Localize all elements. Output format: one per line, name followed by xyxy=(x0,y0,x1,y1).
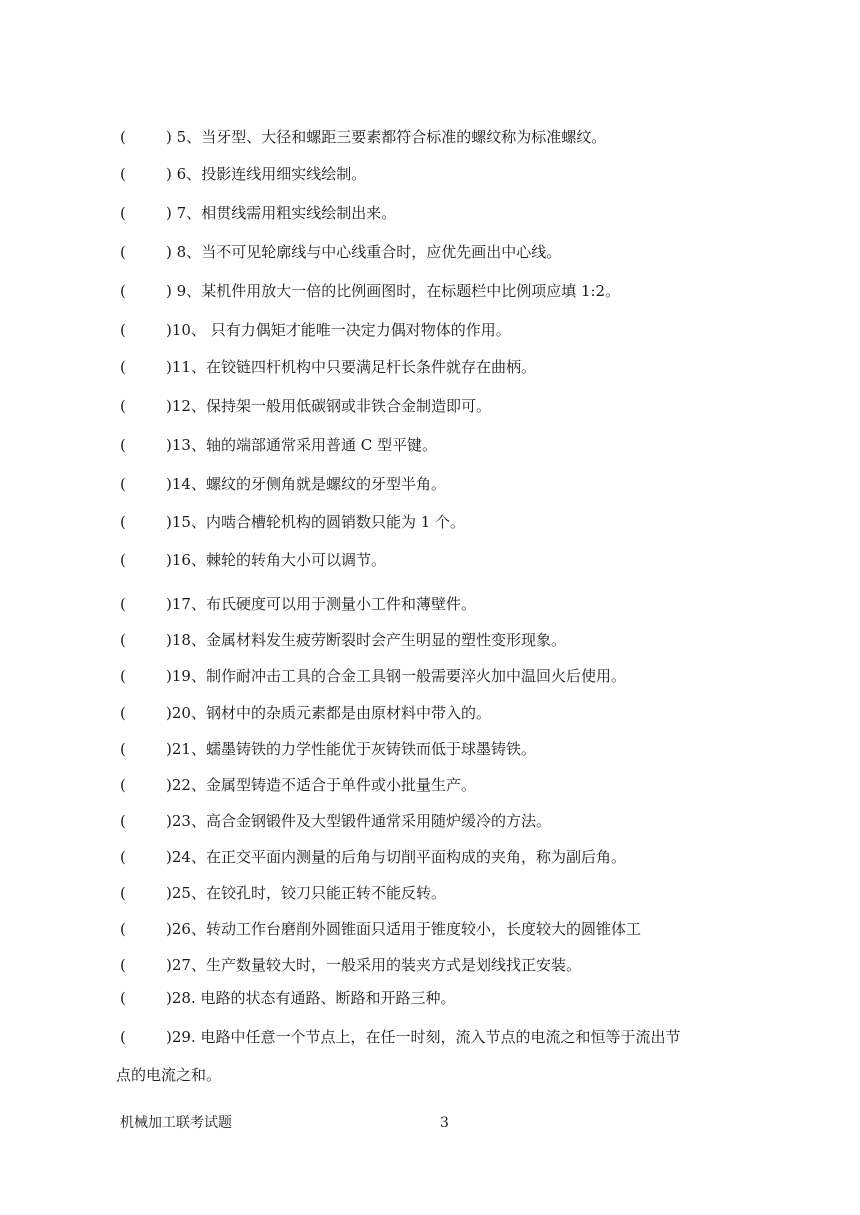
question-6 xyxy=(120,164,780,184)
question-text: 在正交平面内测量的后角与切削平面构成的夹角，称为副后角。 xyxy=(205,848,626,866)
answer-paren-close: ) xyxy=(166,513,172,531)
question-number: 24、 xyxy=(171,848,206,866)
answer-paren-close: ) xyxy=(166,321,172,339)
answer-paren-open: ( xyxy=(120,397,126,415)
question-number: 10、 xyxy=(171,321,206,339)
question-text: 在铰链四杆机构中只要满足杆长条件就存在曲柄。 xyxy=(205,358,536,376)
question-7 xyxy=(120,203,780,223)
answer-paren-open: ( xyxy=(120,436,126,454)
question-text: 螺纹的牙侧角就是螺纹的牙型半角。 xyxy=(205,475,446,493)
answer-paren-close: ) xyxy=(166,436,172,454)
question-11 xyxy=(120,357,780,377)
answer-paren-close: ) xyxy=(166,776,172,794)
question-text: 投影连线用细实线绘制。 xyxy=(201,165,367,183)
answer-paren-close: ) xyxy=(166,204,172,222)
question-13 xyxy=(120,435,780,455)
question-16 xyxy=(120,550,780,570)
question-text: 只有力偶矩才能唯一决定力偶对物体的作用。 xyxy=(210,321,511,339)
answer-paren-open: ( xyxy=(120,165,126,183)
question-number: 15、 xyxy=(171,513,206,531)
answer-paren-close: ) xyxy=(166,956,172,974)
answer-paren-open: ( xyxy=(120,776,126,794)
question-text: 轴的端部通常采用普通 C 型平键。 xyxy=(205,436,437,454)
question-22 xyxy=(120,775,780,795)
answer-paren-close: ) xyxy=(166,358,172,376)
question-14 xyxy=(120,474,780,494)
question-15 xyxy=(120,512,780,532)
question-number: 12、 xyxy=(171,397,206,415)
question-number: 21、 xyxy=(171,740,206,758)
question-text: 蠕墨铸铁的力学性能优于灰铸铁而低于球墨铸铁。 xyxy=(205,740,536,758)
answer-paren-close: ) xyxy=(166,704,172,722)
answer-paren-close: ) xyxy=(166,667,172,685)
answer-paren-open: ( xyxy=(120,513,126,531)
answer-paren-open: ( xyxy=(120,1028,126,1046)
question-number: 5、 xyxy=(176,128,202,146)
question-text: 棘轮的转角大小可以调节。 xyxy=(205,551,386,569)
question-text: 金属型铸造不适合于单件或小批量生产。 xyxy=(205,776,476,794)
answer-paren-close: ) xyxy=(166,884,172,902)
answer-paren-open: ( xyxy=(120,631,126,649)
question-8 xyxy=(120,242,780,262)
question-text: 生产数量较大时，一般采用的装夹方式是划线找正安装。 xyxy=(205,956,581,974)
page-number: 3 xyxy=(440,1115,449,1131)
question-25 xyxy=(120,883,780,903)
answer-paren-close: ) xyxy=(166,848,172,866)
question-text: 电路中任意一个节点上，在任一时刻，流入节点的电流之和恒等于流出节 xyxy=(200,1028,681,1046)
question-text: 某机件用放大一倍的比例画图时，在标题栏中比例项应填 1:2。 xyxy=(201,282,621,300)
question-text: 高合金钢锻件及大型锻件通常采用随炉缓冷的方法。 xyxy=(205,812,551,830)
question-number: 23、 xyxy=(171,812,206,830)
answer-paren-close: ) xyxy=(166,812,172,830)
answer-paren-open: ( xyxy=(120,989,126,1007)
question-number: 13、 xyxy=(171,436,206,454)
question-18 xyxy=(120,630,780,650)
question-text: 电路的状态有通路、断路和开路三种。 xyxy=(200,989,456,1007)
answer-paren-open: ( xyxy=(120,920,126,938)
question-number: 19、 xyxy=(171,667,206,685)
question-number: 16、 xyxy=(171,551,206,569)
question-text: 在铰孔时，铰刀只能正转不能反转。 xyxy=(205,884,446,902)
question-number: 17、 xyxy=(171,595,206,613)
answer-paren-open: ( xyxy=(120,740,126,758)
answer-paren-close: ) xyxy=(166,920,172,938)
answer-paren-close: ) xyxy=(166,551,172,569)
question-28 xyxy=(120,988,780,1008)
footer-title: 机械加工联考试题 xyxy=(120,1115,232,1131)
question-20 xyxy=(120,703,780,723)
question-29 xyxy=(116,1027,780,1085)
answer-paren-open: ( xyxy=(120,243,126,261)
answer-paren-open: ( xyxy=(120,358,126,376)
answer-paren-open: ( xyxy=(120,667,126,685)
question-text: 内啮合槽轮机构的圆销数只能为 1 个。 xyxy=(205,513,466,531)
question-19 xyxy=(120,666,780,686)
answer-paren-close: ) xyxy=(166,989,172,1007)
answer-paren-open: ( xyxy=(120,475,126,493)
answer-paren-close: ) xyxy=(166,595,172,613)
question-number: 6、 xyxy=(176,165,202,183)
question-text: 转动工作台磨削外圆锥面只适用于锥度较小，长度较大的圆锥体工 xyxy=(205,920,641,938)
question-9 xyxy=(120,281,780,301)
answer-paren-open: ( xyxy=(120,884,126,902)
question-text: 保持架一般用低碳钢或非铁合金制造即可。 xyxy=(205,397,491,415)
answer-paren-open: ( xyxy=(120,282,126,300)
question-10 xyxy=(120,320,780,340)
question-text: 金属材料发生疲劳断裂时会产生明显的塑性变形现象。 xyxy=(205,631,566,649)
question-number: 29. xyxy=(171,1028,196,1046)
question-number: 11、 xyxy=(171,358,206,376)
answer-paren-open: ( xyxy=(120,204,126,222)
answer-paren-open: ( xyxy=(120,812,126,830)
question-24 xyxy=(120,847,780,867)
answer-paren-open: ( xyxy=(120,551,126,569)
question-number: 22、 xyxy=(171,776,206,794)
answer-paren-open: ( xyxy=(120,128,126,146)
answer-paren-open: ( xyxy=(120,321,126,339)
answer-paren-close: ) xyxy=(166,475,172,493)
question-21 xyxy=(120,739,780,759)
question-number: 8、 xyxy=(176,243,202,261)
question-number: 27、 xyxy=(171,956,206,974)
answer-paren-open: ( xyxy=(120,704,126,722)
question-5 xyxy=(120,127,780,147)
answer-paren-close: ) xyxy=(166,1028,172,1046)
question-17 xyxy=(120,594,780,614)
answer-paren-open: ( xyxy=(120,595,126,613)
answer-paren-close: ) xyxy=(166,740,172,758)
answer-paren-close: ) xyxy=(166,243,172,261)
question-text: 当不可见轮廓线与中心线重合时，应优先画出中心线。 xyxy=(201,243,562,261)
question-text-continuation: 点的电流之和。 xyxy=(116,1066,222,1084)
question-text: 钢材中的杂质元素都是由原材料中带入的。 xyxy=(205,704,491,722)
question-text: 布氏硬度可以用于测量小工件和薄壁件。 xyxy=(205,595,476,613)
answer-paren-close: ) xyxy=(166,397,172,415)
question-23 xyxy=(120,811,780,831)
question-12 xyxy=(120,396,780,416)
question-number: 9、 xyxy=(176,282,202,300)
question-number: 26、 xyxy=(171,920,206,938)
question-text: 当牙型、大径和螺距三要素都符合标准的螺纹称为标准螺纹。 xyxy=(201,128,607,146)
question-number: 25、 xyxy=(171,884,206,902)
answer-paren-open: ( xyxy=(120,848,126,866)
answer-paren-close: ) xyxy=(166,631,172,649)
question-number: 20、 xyxy=(171,704,206,722)
question-text: 制作耐冲击工具的合金工具钢一般需要淬火加中温回火后使用。 xyxy=(205,667,626,685)
question-26 xyxy=(120,919,780,939)
question-number: 14、 xyxy=(171,475,206,493)
question-27 xyxy=(120,955,780,975)
answer-paren-open: ( xyxy=(120,956,126,974)
answer-paren-close: ) xyxy=(166,165,172,183)
question-number: 28. xyxy=(171,989,196,1007)
question-number: 7、 xyxy=(176,204,202,222)
answer-paren-close: ) xyxy=(166,282,172,300)
question-number: 18、 xyxy=(171,631,206,649)
answer-paren-close: ) xyxy=(166,128,172,146)
question-text: 相贯线需用粗实线绘制出来。 xyxy=(201,204,397,222)
